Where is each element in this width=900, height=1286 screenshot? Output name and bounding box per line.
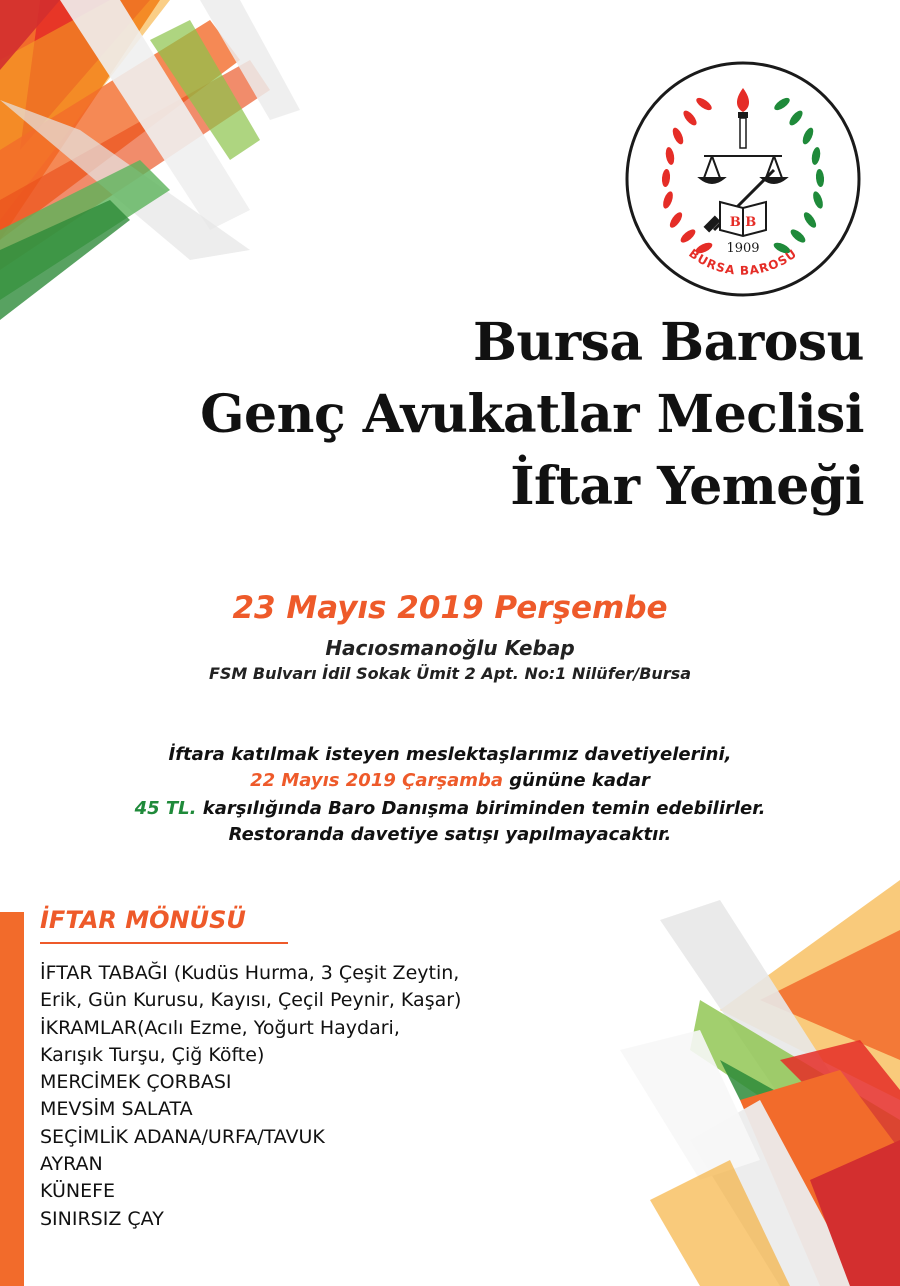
menu-list [40,960,461,1233]
menu-item: MERCİMEK ÇORBASI [40,1071,232,1094]
logo-year: 1909 [726,241,760,256]
menu-item: Karışık Turşu, Çiğ Köfte) [40,1043,265,1066]
menu-item: SEÇİMLİK ADANA/URFA/TAVUK [40,1125,325,1148]
event-date: 23 Mayıs 2019 Perşembe [232,590,668,626]
logo-initials: B B [729,215,757,230]
menu-item: MEVSİM SALATA [40,1098,193,1121]
info-line-3-rest: karşılığında Baro Danışma biriminden temin edebilirler. [196,798,766,819]
bar-association-logo [624,60,862,298]
title-line-3: İftar Yemeği [510,456,864,517]
venue-address: FSM Bulvarı İdil Sokak Ümit 2 Apt. No:1 Nilüfer/Bursa [208,664,692,683]
invitation-deadline: 22 Mayıs 2019 Çarşamba [250,770,504,791]
venue-name: Hacıosmanoğlu Kebap [325,636,575,660]
book-icon [720,202,766,236]
invitation-price: 45 TL. [134,798,197,819]
info-line-2-rest: gününe kadar [503,770,650,791]
menu-item: İKRAMLAR(Acılı Ezme, Yoğurt Haydari, [40,1016,400,1039]
menu-item: İFTAR TABAĞI (Kudüs Hurma, 3 Çeşit Zeytin, [40,962,460,984]
info-line-1: İftara katılmak isteyen meslektaşlarımız davetiyelerini, [168,744,732,765]
info-line-4: Restoranda davetiye satışı yapılmayacaktır. [228,824,672,845]
menu-title-underline [40,942,288,944]
menu-item: Erik, Gün Kurusu, Kayısı, Çeçil Peynir, Kaşar) [40,989,462,1012]
info-line-2 [0,770,900,791]
menu-item: AYRAN [40,1153,103,1176]
info-line-3 [0,798,900,819]
title-line-2: Genç Avukatlar Meclisi [200,384,864,445]
menu-item: SINIRSIZ ÇAY [40,1207,164,1230]
menu-item: KÜNEFE [40,1180,116,1203]
title-line-1: Bursa Barosu [472,312,864,373]
menu-side-bar [0,912,24,1286]
logo-name: BURSA BAROSU [686,246,800,278]
menu-title: İFTAR MÖNÜSÜ [40,906,246,934]
